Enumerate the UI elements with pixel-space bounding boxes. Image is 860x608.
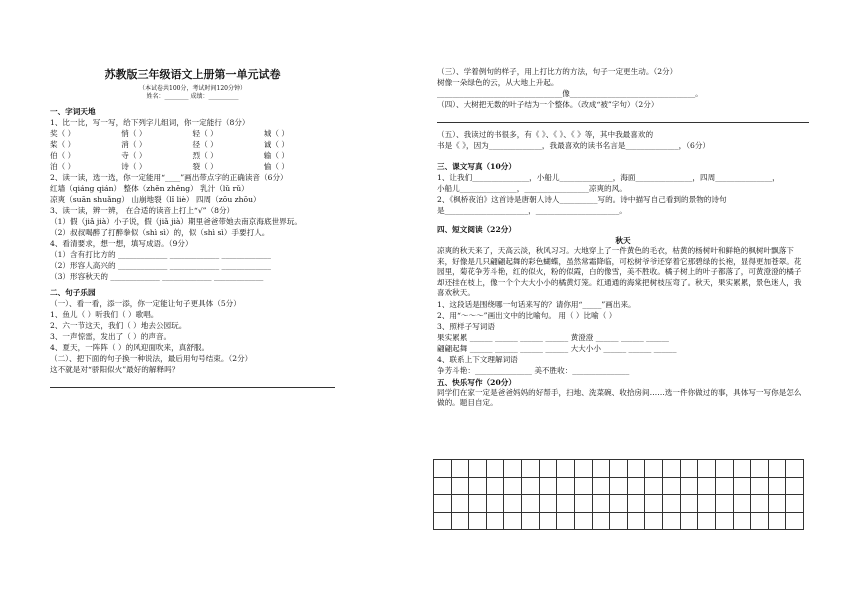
- writing-grid[interactable]: [433, 459, 804, 530]
- right-column: [437, 66, 809, 409]
- writing-cell[interactable]: [628, 478, 646, 496]
- section-1-heading: 一、字词天地: [50, 107, 96, 116]
- answer-line: [50, 375, 335, 388]
- writing-cell[interactable]: [716, 495, 734, 513]
- writing-cell[interactable]: [663, 513, 681, 531]
- writing-cell[interactable]: [610, 478, 628, 496]
- writing-cell[interactable]: [522, 495, 540, 513]
- writing-cell[interactable]: [522, 513, 540, 531]
- writing-cell[interactable]: [628, 513, 646, 531]
- writing-cell[interactable]: [593, 513, 611, 531]
- char-item: 伯（ ）: [50, 151, 76, 160]
- part-v-line-1: （五）、我读过的书很多，有《 》、《 》、《 》等，其中我最喜欢的: [437, 130, 654, 139]
- writing-cell[interactable]: [575, 478, 593, 496]
- char-row: [50, 139, 335, 150]
- writing-cell[interactable]: [593, 460, 611, 478]
- writing-cell[interactable]: [628, 495, 646, 513]
- question-4: 4、看清要求，想一想，填写成语。（9分）: [50, 239, 193, 248]
- writing-cell[interactable]: [734, 478, 752, 496]
- reading-q4: 4、联系上下文理解词语: [437, 354, 518, 364]
- reading-passage: 凉爽的秋天来了，天高云淡，秋风习习。大地穿上了一件黄色的毛衣，枯黄的杨树叶和鲜艳的枫树叶飘落下来，好像是几只翩翩起舞的彩色蝴蝶，虽然常霜降临，可松树爷爷还穿着它那碧绿的长袍，显得更加苍翠。花园里，菊花争芳斗艳，红的似火，粉的似霞，白的像雪，美不胜收。橘子树上的叶子都落了，可黄澄澄的橘子却还挂在枝上，像一个个大大小小的橘黄灯笼。红通通的海棠把树枝压弯了。秋天，果实累累，景色迷人，我喜欢秋天。: [437, 246, 802, 297]
- word-pattern-line: 翩翩起舞 ______ ______ ______ ______ 大大小小 ______ ______ ______: [437, 343, 677, 353]
- part-iii-instruction: （三）、学着例句的样子，用上打比方的方法，句子一定更生动。（2分）: [437, 67, 678, 76]
- example-sentence: 树像一朵绿色的云，从大地上升起。: [437, 78, 559, 87]
- writing-cell[interactable]: [452, 478, 470, 496]
- writing-cell[interactable]: [469, 460, 487, 478]
- writing-cell[interactable]: [452, 513, 470, 531]
- writing-cell[interactable]: [504, 495, 522, 513]
- writing-cell[interactable]: [575, 460, 593, 478]
- char-item: 泊（ ）: [50, 162, 76, 171]
- pinyin-line: 凉爽（suān shuǎng） 山崩地裂（lǐ liè） 四周（zōu zhōu）: [50, 195, 261, 204]
- part-i-instruction: （一）、看一看，添一添，你一定能让句子更具体（5分）: [50, 299, 241, 308]
- writing-cell[interactable]: [610, 495, 628, 513]
- writing-cell[interactable]: [469, 478, 487, 496]
- idiom-line: （1）含有打比方的 _____________ _____________ _____________: [50, 250, 271, 259]
- char-table: [50, 128, 335, 172]
- reading-title: 秋天: [615, 236, 631, 245]
- writing-cell[interactable]: [734, 460, 752, 478]
- writing-cell[interactable]: [645, 460, 663, 478]
- writing-cell[interactable]: [769, 513, 787, 531]
- writing-cell[interactable]: [557, 495, 575, 513]
- writing-cell[interactable]: [786, 495, 804, 513]
- writing-cell[interactable]: [751, 460, 769, 478]
- char-item: 径（ ）: [192, 140, 218, 149]
- writing-cell[interactable]: [663, 460, 681, 478]
- writing-cell[interactable]: [716, 478, 734, 496]
- fill-line: _________________________________像_________________________________。: [437, 89, 703, 98]
- writing-cell[interactable]: [645, 478, 663, 496]
- page-title: 苏教版三年级语文上册第一单元试卷: [104, 68, 281, 81]
- writing-cell[interactable]: [487, 495, 505, 513]
- reading-q1: 1、这段话是围绕哪一句话来写的？请你用“_____”画出来。: [437, 299, 636, 309]
- writing-cell[interactable]: [522, 460, 540, 478]
- writing-cell[interactable]: [504, 513, 522, 531]
- char-item: 输（ ）: [263, 151, 289, 160]
- sentence-item: 3、一声惊雷，发出了（ ）的声音。: [50, 332, 172, 341]
- idiom-line: （3）形容秋天的 _____________ _____________ _____________: [50, 272, 264, 281]
- part-ii-instruction: （二）、把下面的句子换一种说法，最后用句号结束。（2分）: [50, 354, 253, 363]
- writing-cell[interactable]: [663, 495, 681, 513]
- writing-prompt: 同学们在家一定是爸爸妈妈的好帮手，扫地、洗菜碗、收拾房间……选一件你做过的事，具体写一写你是怎么做的。题目自定。: [437, 387, 802, 407]
- writing-cell[interactable]: [786, 460, 804, 478]
- exam-subtitle: （本试卷共100分，考试时间120分钟）: [139, 85, 246, 92]
- writing-cell[interactable]: [487, 478, 505, 496]
- char-item: 愉（ ）: [263, 162, 289, 171]
- writing-cell[interactable]: [698, 460, 716, 478]
- char-item: 城（ ）: [263, 129, 289, 138]
- writing-cell[interactable]: [487, 513, 505, 531]
- answer-line: [437, 110, 809, 123]
- word-meaning-line: 争芳斗艳：_______________ 美不胜收：_______________: [437, 365, 630, 375]
- writing-cell[interactable]: [434, 460, 452, 478]
- writing-cell[interactable]: [434, 478, 452, 496]
- writing-cell[interactable]: [681, 478, 699, 496]
- char-item: 裂（ ）: [192, 162, 218, 171]
- part-iv-instruction: （四）、大树把无数的叶子结为一个整体。（改成“被”字句）（2分）: [437, 100, 659, 109]
- q3-item: （1）假（jiǎ jià）小子说，假（jiǎ jià）期里爸爸带她去南京海底世界玩。: [50, 217, 302, 226]
- writing-cell[interactable]: [751, 495, 769, 513]
- writing-cell[interactable]: [681, 495, 699, 513]
- writing-cell[interactable]: [434, 513, 452, 531]
- sentence-item: 4、夏天，一阵阵（ ）的风迎面吹来，真舒服。: [50, 343, 210, 352]
- writing-cell[interactable]: [645, 495, 663, 513]
- writing-cell[interactable]: [504, 478, 522, 496]
- writing-cell[interactable]: [575, 495, 593, 513]
- writing-cell[interactable]: [734, 495, 752, 513]
- writing-cell[interactable]: [786, 513, 804, 531]
- writing-cell[interactable]: [751, 478, 769, 496]
- section-5-heading: 五、快乐写作（20分）: [437, 377, 516, 387]
- writing-cell[interactable]: [557, 478, 575, 496]
- writing-cell[interactable]: [628, 460, 646, 478]
- writing-cell[interactable]: [751, 513, 769, 531]
- section-2-heading: 二、句子乐园: [50, 288, 96, 297]
- writing-cell[interactable]: [522, 478, 540, 496]
- writing-cell[interactable]: [487, 460, 505, 478]
- writing-cell[interactable]: [786, 478, 804, 496]
- char-item: 奖（ ）: [50, 129, 76, 138]
- writing-cell[interactable]: [540, 513, 558, 531]
- writing-cell[interactable]: [540, 495, 558, 513]
- writing-cell[interactable]: [716, 460, 734, 478]
- writing-cell[interactable]: [469, 513, 487, 531]
- question-3: 3、读一读，辨一辨， 在合适的读音上打上“√”（8分）: [50, 206, 235, 215]
- char-item: 悄（ ）: [121, 129, 147, 138]
- sentence-item: 1、鱼儿（ ）听我们（ ）歌唱。: [50, 310, 159, 319]
- reading-q2: 2、用“～～～”画出文中的比喻句。 用（ ）比喻（ ）: [437, 310, 617, 320]
- writing-cell[interactable]: [716, 513, 734, 531]
- writing-cell[interactable]: [681, 513, 699, 531]
- char-row: [50, 161, 335, 172]
- writing-cell[interactable]: [698, 513, 716, 531]
- writing-cell[interactable]: [452, 460, 470, 478]
- char-item: 诚（ ）: [263, 140, 289, 149]
- writing-cell[interactable]: [769, 478, 787, 496]
- part-v-line-2: 书是《 》，因为______________，我最喜欢的读书名言是______________，（6分）: [437, 141, 711, 150]
- left-column: [50, 66, 335, 388]
- text-fill-line: 是______________________，______________________。: [437, 206, 627, 215]
- char-item: 消（ ）: [121, 140, 147, 149]
- char-item: 寺（ ）: [121, 151, 147, 160]
- text-fill-line: 小船儿_______________，_________________凉爽的风。: [437, 184, 627, 193]
- writing-cell[interactable]: [575, 513, 593, 531]
- writing-cell[interactable]: [681, 460, 699, 478]
- sentence-item: 2、六一节这天，我们（ ）地去公园玩。: [50, 321, 187, 330]
- writing-cell[interactable]: [769, 460, 787, 478]
- section-4-heading: 四、短文阅读（22分）: [437, 225, 516, 234]
- writing-cell[interactable]: [434, 495, 452, 513]
- writing-cell[interactable]: [610, 513, 628, 531]
- section-3-heading: 三、课文写真（10分）: [437, 162, 516, 171]
- text-fill-line: 2、《枫桥夜泊》这首诗是唐朝人诗人__________写的。诗中描写自己看到的景物的诗句: [437, 195, 727, 204]
- char-item: 轻（ ）: [192, 129, 218, 138]
- char-item: 诗（ ）: [121, 162, 147, 171]
- writing-cell[interactable]: [557, 513, 575, 531]
- writing-cell[interactable]: [769, 495, 787, 513]
- writing-cell[interactable]: [469, 495, 487, 513]
- pinyin-line: 红墙（qiáng qián） 整体（zhěn zhěng） 乳汁（lǔ rǔ）: [50, 184, 249, 193]
- part-ii-sentence: 这不就是对“骄阳似火”最好的解释吗？: [50, 365, 180, 374]
- writing-cell[interactable]: [610, 460, 628, 478]
- writing-cell[interactable]: [734, 513, 752, 531]
- writing-cell[interactable]: [698, 495, 716, 513]
- question-1: 1、比一比，写一写，给下列字儿组词，你一定能行（8分）: [50, 118, 250, 127]
- text-fill-line: 1、让我们_______________，小船儿______________，海面_______________，四周_______________，: [437, 173, 780, 182]
- writing-cell[interactable]: [698, 478, 716, 496]
- writing-cell[interactable]: [557, 460, 575, 478]
- name-score-line: 姓名：________ 成绩：__________: [146, 93, 239, 100]
- question-2: 2、读一读，选一选，你一定能用“____”画出带点字的正确读音（6分）: [50, 173, 288, 182]
- writing-cell[interactable]: [504, 460, 522, 478]
- writing-cell[interactable]: [452, 495, 470, 513]
- writing-cell[interactable]: [540, 478, 558, 496]
- reading-q3: 3、照样子写词语: [437, 321, 495, 331]
- char-row: [50, 150, 335, 161]
- char-row: [50, 128, 335, 139]
- writing-cell[interactable]: [663, 478, 681, 496]
- char-item: 桨（ ）: [50, 140, 76, 149]
- char-item: 烈（ ）: [192, 151, 218, 160]
- writing-cell[interactable]: [645, 513, 663, 531]
- writing-cell[interactable]: [540, 460, 558, 478]
- idiom-line: （2）形容人高兴的 _____________ _____________ _____________: [50, 261, 271, 270]
- writing-cell[interactable]: [593, 478, 611, 496]
- writing-cell[interactable]: [593, 495, 611, 513]
- q3-item: （2）叔叔喝醉了打醉拳似（shì sì）的，似（shì sì）手要打人。: [50, 228, 270, 237]
- word-pattern-line: 果实累累 ______ ______ ______ ______ 黄澄澄 ______ ______ ______: [437, 332, 669, 342]
